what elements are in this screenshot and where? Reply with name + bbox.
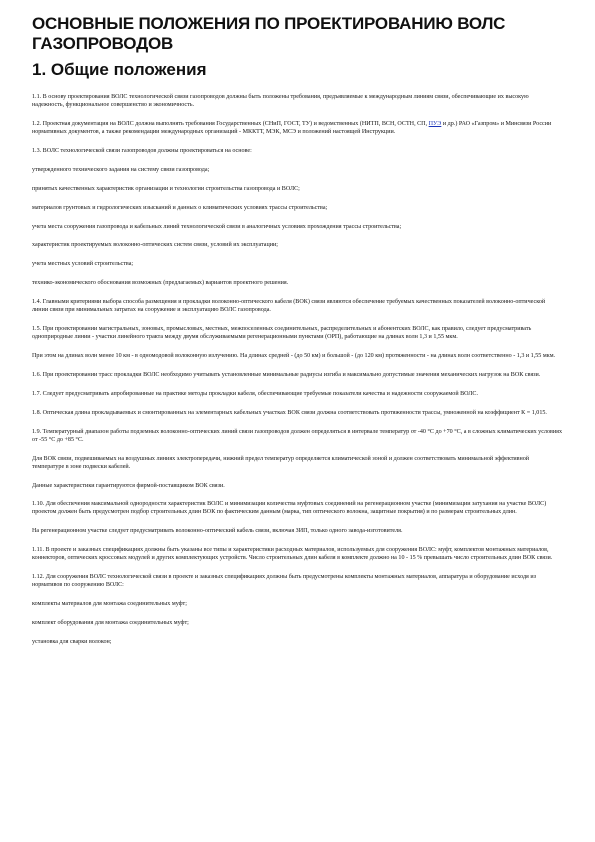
paragraph: принятых качественных характеристик организации и технологии строительства газопровода и ВОЛС; <box>32 185 300 192</box>
section-heading: 1. Общие положения <box>32 60 207 79</box>
paragraph: установка для сварки волокон; <box>32 638 112 645</box>
paragraph: 1.7. Следует предусматривать апробированные на практике методы прокладки кабеля, обеспечивающие требуемые показатели качества и надежности сооружаемой ВОЛС. <box>32 390 478 397</box>
paragraph: учета местных условий строительства; <box>32 261 134 268</box>
paragraph: На регенерационном участке следует предусматривать волоконно-оптический кабель связи, включая ЗИП, только одного завода-изготовителя. <box>32 527 403 534</box>
paragraph: 1.6. При проектировании трасс прокладки ВОЛС необходимо учитывать установленные минимальные радиусы изгиба и максимально допустимые значения механических нагрузок на ВОК связи. <box>32 371 541 378</box>
paragraph: комплект оборудования для монтажа соединительных муфт; <box>32 619 189 626</box>
paragraph-text: 1.2. Проектная документация на ВОЛС должна выполнять требования Государственных (СНиП, ГОСТ, ТУ) и ведомственных (НИТП, ВСН, ОСТН, СП, <box>32 120 428 127</box>
page-title: ОСНОВНЫЕ ПОЛОЖЕНИЯ ПО ПРОЕКТИРОВАНИЮ ВОЛС ГАЗОПРОВОДОВ <box>32 14 506 53</box>
paragraph: 1.9. Температурный диапазон работы подземных волоконно-оптических линий связи газопроводов должен определяться в интервале температур от -40 °С до +70 °С, а в сложных климатических условиях от -55 °С до +85 °С. <box>32 428 562 443</box>
paragraph: материалов грунтовых и гидрологических изысканий и данных о климатических условиях трассы строительства; <box>32 204 328 211</box>
paragraph: 1.5. При проектировании магистральных, зоновых, промысловых, местных, межпоселенных соединительных, распределительных и абонентских ВОЛС, как правило, следует предусматривать одноприродные линии - участки линейного тракта между двумя обслуживаемыми регенерационными пунктами (ОРП), работающие на длинах волн 1,3 и 1,55 мкм. <box>32 326 532 341</box>
pue-link[interactable]: ПУЭ <box>428 120 442 127</box>
paragraph: 1.1. В основу проектирования ВОЛС технологической связи газопроводов должны быть положены требования, предъявляемые к международным линиям связи, обеспечивающие их высокую надежность, функциональное совершенство и экономичность. <box>32 94 529 109</box>
paragraph: 1.4. Главными критериями выбора способа размещения и прокладки волоконно-оптического кабеля (ВОК) связи являются обеспечение требуемых качественных показателей волоконно-оптической линии связи при минимальных затратах на сооружение и эксплуатацию ВОЛС газопровода. <box>32 299 546 314</box>
paragraph: Для ВОК связи, подвешиваемых на воздушных линиях электропередачи, нижний предел температур определяется климатической зоной и должен соответствовать минимальной эффективной температуре в зоне подвески кабелей. <box>32 455 530 470</box>
paragraph: 1.10. Для обеспечения максимальной однородности характеристик ВОЛС и минимизации количества муфтовых соединений на регенерационном участке (минимизации затухания на участке ВОЛС) проектом должен быть предусмотрен подбор строительных длин ВОК по фактическим данным (марка, тип оптического волокна, защитные покрытия) и по размерам строительных длин. <box>32 500 547 515</box>
paragraph: При этом на длинах волн менее 10 км - в одномодовой волоконную излучению. На длинах средней - (до 50 км) и большой - (до 120 км) протяженности - на длинах волн соответственно - 1,3 и 1,55 мкм. <box>32 353 556 360</box>
paragraph-text: и др.) РАО «Газпром» и Минсвязи России нормативных документов, а также рекомендации международных организаций - МККТТ, МЭК, МСЭ и положений настоящей Инструкции. <box>32 120 552 136</box>
paragraph: комплекты материалов для монтажа соединительных муфт; <box>32 600 187 607</box>
paragraph: Данные характеристики гарантируются фирмой-поставщиком ВОК связи. <box>32 482 225 489</box>
paragraph: 1.8. Оптическая длина прокладываемых и смонтированных на элементарных кабельных участках ВОК связи должна соответствовать протяженности трассы, умноженной на коэффициент К = 1,015. <box>32 409 547 416</box>
paragraph: учета места сооружения газопровода и кабельных линий технологической связи в аналогичных условиях прохождения трассы строительства; <box>32 223 402 230</box>
paragraph: 1.11. В проекте и заказных спецификациях должны быть указаны все типы и характеристики расходных материалов, используемых для сооружения ВОЛС: муфт, комплектов монтажных материалов, коннекторов, оптических кроссовых модулей и других комплектующих устройств. Число строительных длин кабеля в комплекте должно на 10 - 15 % превышать число строительных длин ВОК связи. <box>32 546 553 561</box>
paragraph <box>32 120 562 136</box>
paragraph: 1.3. ВОЛС технологической связи газопроводов должны проектироваться на основе: <box>32 147 252 154</box>
paragraph: характеристик проектируемых волоконно-оптических систем связи, условий их эксплуатации; <box>32 242 278 249</box>
body-text <box>32 93 562 646</box>
paragraph: технико-экономического обоснования возможных (предлагаемых) вариантов проектного решения. <box>32 280 289 287</box>
paragraph: 1.12. Для сооружения ВОЛС технологической связи в проекте и заказных спецификациях должны быть предусмотрены комплекты монтажных материалов, аппаратура и оборудование исходя из нормативов по сооружению ВОЛС: <box>32 573 537 588</box>
paragraph: утвержденного технического задания на систему связи газопровода; <box>32 166 210 173</box>
